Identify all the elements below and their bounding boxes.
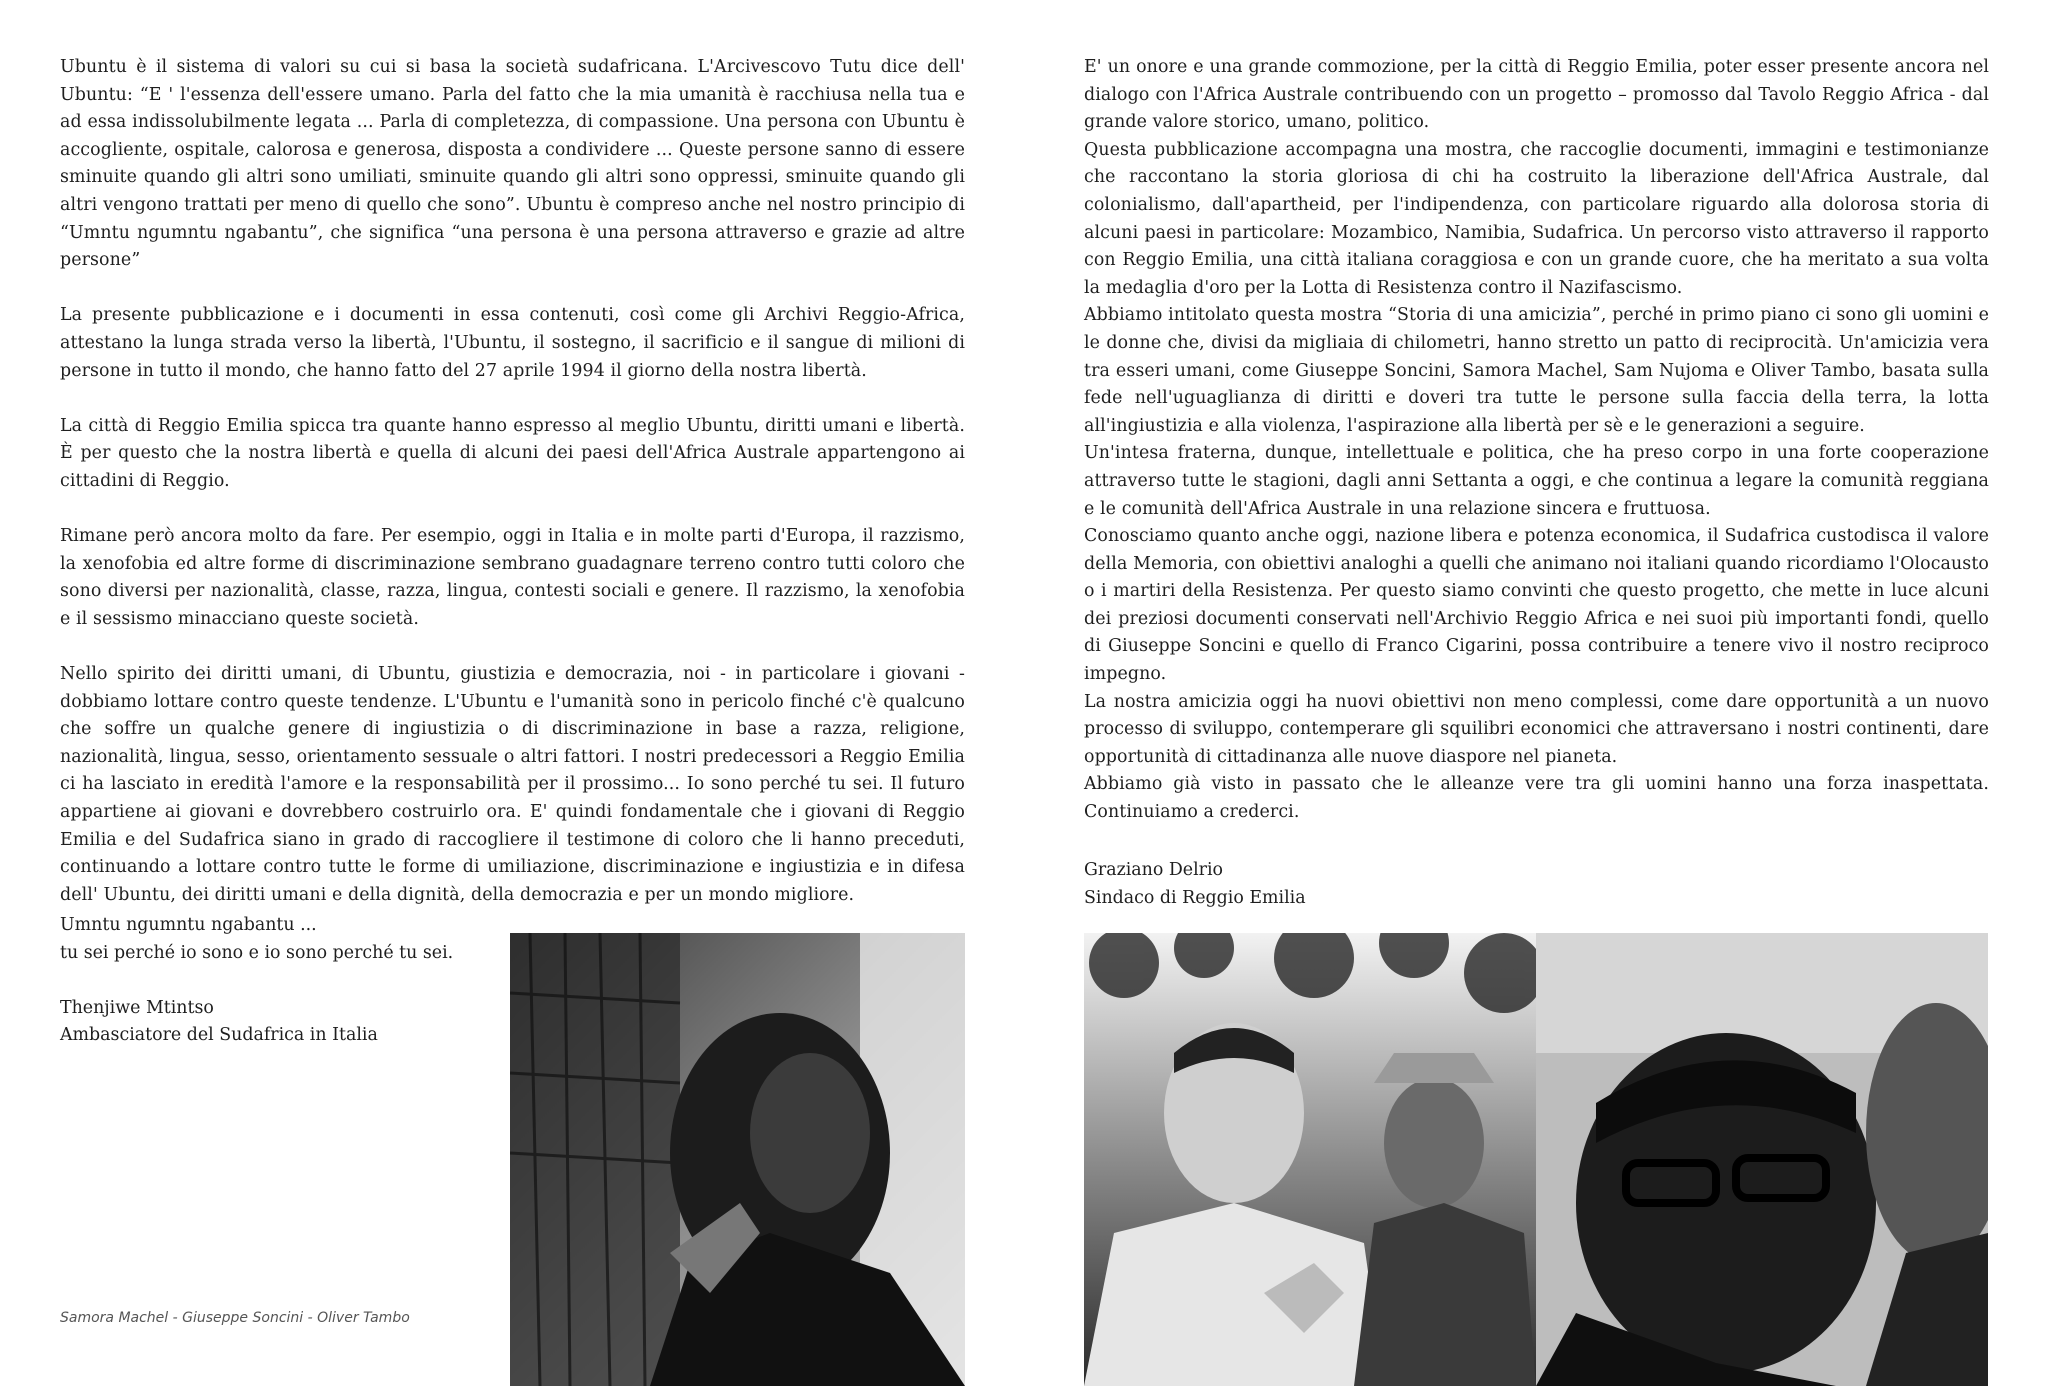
closing-line-2: tu sei perché io sono e io sono perché tu sei. — [60, 942, 454, 963]
signature-role-right: Sindaco di Reggio Emilia — [1084, 887, 1306, 908]
right-paragraph-4: Un'intesa fraterna, dunque, intellettuale e politica, che ha preso corpo in una forte cooperazione attraverso tutte le stagioni, dagli anni Settanta a oggi, e che continua a legare la comunità reggiana e le comunità dell'Africa Australe in una relazione sincera e fruttuosa. — [1084, 443, 1989, 519]
left-paragraph-5: Nello spirito dei diritti umani, di Ubuntu, giustizia e democrazia, noi - in particolare i giovani - dobbiamo lottare contro queste tendenze. L'Ubuntu e l'umanità sono in pericolo finché c'è qualcuno che soffre un qualche genere di ingiustizia o di discriminazione in base a razza, religione, nazionalità, lingua, sesso, orientamento sessuale o altri fattori. I nostri predecessori a Reggio Emilia ci ha lasciato in eredità l'amore e la responsabilità per il prossimo... Io sono perché tu sei. Il futuro appartiene ai giovani e dovrebbero costruirlo ora. E' quindi fondamentale che i giovani di Reggio Emilia e del Sudafrica siano in grado di raccogliere il testimone di coloro che li hanno preceduti, continuando a lottare contro tutte le forme di umiliazione, discriminazione e ingiustizia e in difesa dell' Ubuntu, dei diritti umani e della dignità, della democrazia e per un mondo migliore. — [60, 664, 965, 905]
closing-line-1: Umntu ngumntu ngabantu ... — [60, 915, 317, 935]
right-paragraph-6: La nostra amicizia oggi ha nuovi obiettivi non meno complessi, come dare opportunità a un nuovo processo di sviluppo, contemperare gli squilibri economici che attraversano i nostri continenti, dare opportunità di cittadinanza alle nuove diaspore nel pianeta. — [1084, 691, 1989, 767]
left-paragraph-2: La presente pubblicazione e i documenti in essa contenuti, così come gli Archivi Reggio-Africa, attestano la lunga strada verso la libertà, l'Ubuntu, il sostegno, il sacrificio e il sangue di milioni di persone in tutto il mondo, che hanno fatto del 27 aprile 1994 il giorno della nostra libertà. — [60, 305, 965, 381]
left-page-text — [60, 54, 965, 909]
left-paragraph-3: La città di Reggio Emilia spicca tra quante hanno espresso al meglio Ubuntu, diritti umani e libertà. È per questo che la nostra libertà e quella di alcuni dei paesi dell'Africa Australe appartengono ai cittadini di Reggio. — [60, 415, 965, 491]
right-paragraph-3: Abbiamo intitolato questa mostra “Storia di una amicizia”, perché in primo piano ci sono gli uomini e le donne che, divisi da migliaia di chilometri, hanno stretto un patto di reciprocità. Un'amicizia vera tra esseri umani, come Giuseppe Soncini, Samora Machel, Sam Nujoma e Oliver Tambo, basata sulla fede nell'uguaglianza di diritti e doveri tra tutte le persone sulla faccia della terra, la lotta all'ingiustizia e alla violenza, l'aspirazione alla libertà per sè e le generazioni a seguire. — [1084, 305, 1989, 436]
left-paragraph-4: Rimane però ancora molto da fare. Per esempio, oggi in Italia e in molte parti d'Europa, il razzismo, la xenofobia ed altre forme di discriminazione sembrano guadagnare terreno contro tutti coloro che sono diversi per nazionalità, classe, razza, lingua, contesti sociali e genere. Il razzismo, la xenofobia e il sessismo minacciano queste società. — [60, 526, 965, 629]
right-paragraph-2: Questa pubblicazione accompagna una mostra, che raccoglie documenti, immagini e testimonianze che raccontano la storia gloriosa di chi ha costruito la liberazione dell'Africa Australe, dal colonialismo, dall'apartheid, per l'indipendenza, con particolare riguardo alla dolorosa storia di alcuni paesi in particolare: Mozambico, Namibia, Sudafrica. Un percorso visto attraverso il rapporto con Reggio Emilia, una città italiana coraggiosa e con un grande cuore, che ha meritato a sua volta la medaglia d'oro per la Lotta di Resistenza contro il Nazifascismo. — [1084, 139, 1989, 298]
signature-name: Thenjiwe Mtintso — [60, 997, 214, 1018]
right-signature — [1084, 857, 1306, 912]
photo-oliver-tambo — [1536, 933, 1988, 1386]
photo-samora-machel — [510, 933, 965, 1386]
signature-role: Ambasciatore del Sudafrica in Italia — [60, 1025, 378, 1046]
signature-name-right: Graziano Delrio — [1084, 860, 1224, 880]
right-paragraph-1: E' un onore e una grande commozione, per la città di Reggio Emilia, poter esser presente ancora nel dialogo con l'Africa Australe contribuendo con un progetto – promosso dal Tavolo Reggio Africa - dal grande valore storico, umano, politico. — [1084, 57, 1989, 133]
right-paragraph-7: Abbiamo già visto in passato che le alleanze vere tra gli uomini hanno una forza inaspettata. Continuiamo a crederci. — [1084, 774, 1989, 823]
right-paragraph-5: Conosciamo quanto anche oggi, nazione libera e potenza economica, il Sudafrica custodisca il valore della Memoria, con obiettivi analoghi a quelli che animano noi italiani quando ricordiamo l'Olocausto o i martiri della Resistenza. Per questo siamo convinti che questo progetto, che mette in luce alcuni dei preziosi documenti conservati nell'Archivio Reggio Africa e nei suoi più importanti fondi, quello di Giuseppe Soncini e quello di Franco Cigarini, possa contribuire a tenere vivo il nostro reciproco impegno. — [1084, 526, 1989, 685]
left-paragraph-1: Ubuntu è il sistema di valori su cui si basa la società sudafricana. L'Arcivescovo Tutu dice dell' Ubuntu: “E ' l'essenza dell'essere umano. Parla del fatto che la mia umanità è racchiusa nella tua e ad essa indissolubilmente legata ... Parla di completezza, di compassione. Una persona con Ubuntu è accogliente, ospitale, calorosa e generosa, disposta a condividere ... Queste persone sanno di essere sminuite quando gli altri sono umiliati, sminuite quando gli altri sono oppressi, sminuite quando gli altri vengono trattati per meno di quello che sono”. Ubuntu è compreso anche nel nostro principio di “Umntu ngumntu ngabantu”, che significa “una persona è una persona attraverso e grazie ad altre persone” — [60, 57, 965, 271]
left-closing — [60, 912, 453, 1050]
right-page-text — [1084, 54, 1989, 827]
photo-giuseppe-soncini — [1084, 933, 1536, 1386]
photo-caption: Samora Machel - Giuseppe Soncini - Oliver Tambo — [60, 1310, 410, 1326]
